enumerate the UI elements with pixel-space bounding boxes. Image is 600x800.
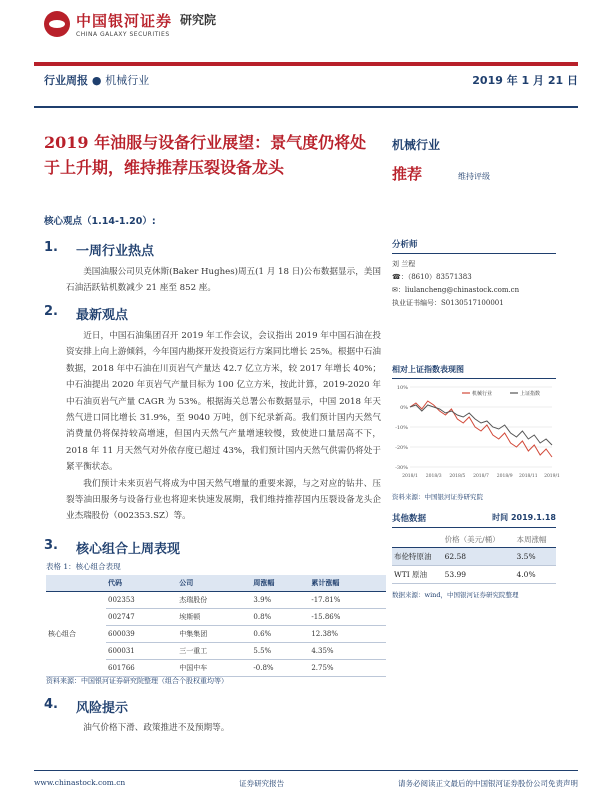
portfolio-table (46, 575, 386, 677)
table-row: 600031 三一重工 5.5% 4.35% (46, 643, 386, 660)
x-tick-label: 2018/9 (496, 474, 513, 479)
y-tick-label: -10% (395, 425, 408, 431)
section-2-heading: 2. 最新观点 (44, 304, 129, 323)
col-week: 周涨幅 (251, 575, 309, 592)
x-tick-label: 2019/1 (544, 474, 560, 479)
section-4-text: 油气价格下滑、政策推进不及预期等。 (83, 723, 230, 733)
series-line (410, 405, 552, 445)
section-3-heading: 3. 核心组合上周表现 (44, 538, 181, 557)
series-line (410, 401, 552, 457)
report-type: 行业周报 (44, 74, 88, 87)
section-1-heading: 1. 一周行业热点 (44, 240, 155, 259)
y-tick-label: 10% (396, 385, 408, 391)
analyst-label: 分析师 (392, 240, 418, 250)
group-label: 核心组合 (46, 592, 106, 677)
table-row: 布伦特原油 62.58 3.5% (392, 548, 556, 566)
report-title: 2019 年油服与设备行业展望：景气度仍将处于上升期，维持推荐压裂设备龙头 (44, 133, 367, 177)
other-source: 数据来源：wind，中国银河证券研究院整理 (392, 591, 519, 599)
logo-mark (44, 11, 70, 37)
footer-center: 证券研究报告 (239, 779, 285, 788)
brand-name: 中国银河证券 (76, 12, 173, 30)
institute: 研究院 (180, 12, 217, 27)
analyst-cert: 执业证书编号：S0130517100001 (392, 299, 504, 307)
report-industry: 机械行业 (105, 74, 150, 87)
section-4-heading: 4. 风险提示 (44, 697, 129, 716)
table-caption: 表格 1：核心组合表现 (46, 562, 121, 571)
core-view: 核心观点（1.14-1.20）: (44, 216, 156, 227)
footer (34, 778, 578, 789)
section-1-text: 美国油服公司贝克休斯(Baker Hughes)周五(1 月 18 日)公布数据显示，美国石油活跃钻机数减少 21 座至 852 座。 (66, 267, 381, 294)
other-time: 时间 2019.1.18 (492, 513, 556, 522)
legend-label: 上证指数 (520, 391, 541, 397)
y-tick-label: -30% (395, 465, 408, 471)
top-band (34, 62, 578, 66)
section-2-text: 近日，中国石油集团召开 2019 年工作会议，会议指出 2019 年中国石油在投资安排上向上游倾斜，今年国内勘探开发投资运行方案同比增长 25%。根据中石油数据，2018 年中石油在川页岩气产量达 42.7 亿立方米，较 2017 年增长 40%；中石油提出 2020 年页岩气产量目标为 100 亿立方米，按此计算，2019-2020 年中石油页岩气产量 CAGR 为 53%。根据海关总署公布数据显示，中国 2018 年天然气进口同比增长 31.9%，至 9040 万吨，创下纪录新高。我们预计国内天然气消费量仍将保持较高增速，但国内天然气产量增速较慢，致使进口量居高不下，2018 年 11 月天然气对外依存度已超过 43%，我们预计国内天然气供需仍将处于紧平衡状态。 我们预计未来页岩气将成为中国天然气增量的重要来源，与之对应的钻井、压裂等油田服务与设备行业也将迎来快速发展期，我们维持推荐国内压裂设备龙头企业杰瑞股份（002353.SZ）等。 (66, 331, 381, 522)
report-date: 2019 年 1 月 21 日 (472, 74, 578, 87)
legend-label: 机械行业 (472, 391, 493, 397)
x-tick-label: 2018/3 (425, 474, 442, 479)
y-tick-label: 0% (400, 405, 408, 411)
table-row: 600039 中集集团 0.6% 12.38% (46, 626, 386, 643)
report-header: 行业周报 ● 机械行业 2019 年 1 月 21 日 (44, 74, 578, 87)
table-row: WTI 原油 53.99 4.0% (392, 566, 556, 584)
other-title: 其他数据 (392, 514, 427, 524)
chart-title: 相对上证指数表现图 (392, 365, 464, 374)
col-cum: 累计涨幅 (309, 575, 386, 592)
analyst-phone: ☎：（8610）83571383 (392, 273, 472, 281)
chart-source: 资料来源：中国银河证券研究院 (392, 493, 483, 501)
rating-note: 维持评级 (458, 172, 491, 181)
relative-performance-chart (392, 381, 560, 481)
header-divider (34, 106, 578, 108)
footer-url[interactable]: www.chinastock.com.cn (34, 778, 126, 787)
oil-price-table: 价格（美元/桶） 本周涨幅 布伦特原油 62.58 3.5% WTI 原油 53.99 4.0% (392, 532, 556, 584)
col-code: 代码 (106, 575, 177, 592)
table-row: 601766 中国中车 -0.8% 2.75% (46, 660, 386, 677)
footer-disclaimer: 请务必阅读正文最后的中国银河证券股份公司免责声明 (397, 779, 578, 788)
x-tick-label: 2018/5 (449, 474, 466, 479)
rating-industry: 机械行业 (392, 138, 441, 152)
other-data-box (392, 512, 556, 599)
table-row: 002747 埃斯顿 0.8% -15.86% (46, 609, 386, 626)
y-tick-label: -20% (395, 445, 408, 451)
rating-box (392, 136, 556, 184)
table-row: 核心组合 002353 杰瑞股份 3.9% -17.81% (46, 592, 386, 609)
brand-name-en: CHINA GALAXY SECURITIES (76, 31, 170, 38)
x-tick-label: 2018/11 (518, 474, 538, 479)
table-source: 资料来源：中国银河证券研究院整理（组合个股权重均等） (46, 677, 228, 685)
x-tick-label: 2018/1 (402, 474, 418, 479)
logo (44, 10, 216, 38)
analyst-name: 刘 兰程 (392, 260, 416, 268)
analyst-box (392, 238, 556, 310)
footer-divider (34, 770, 578, 771)
analyst-email: ✉：liulancheng@chinastock.com.cn (392, 286, 520, 294)
rating: 推荐 (392, 165, 423, 183)
chart-box (392, 364, 560, 501)
col-company: 公司 (177, 575, 251, 592)
x-tick-label: 2018/7 (473, 474, 489, 479)
